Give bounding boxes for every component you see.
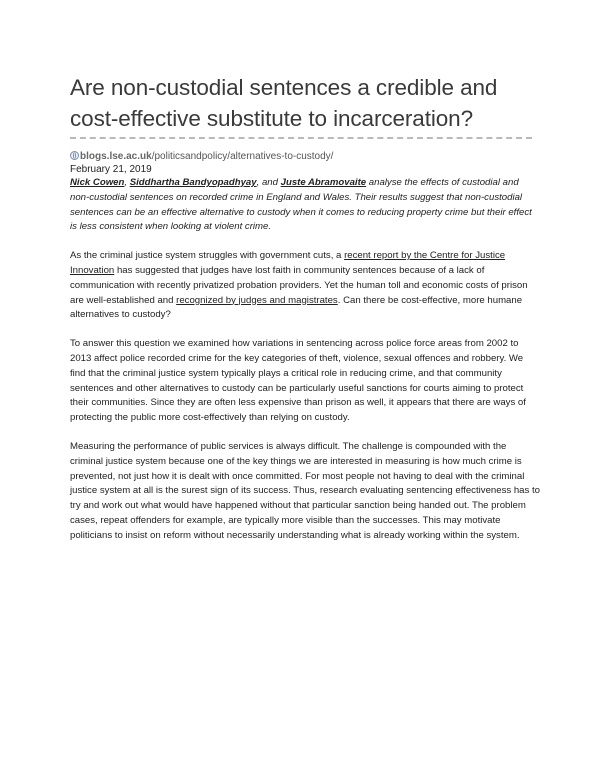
article-title: Are non-custodial sentences a credible and cost-effective substitute to incarceration? (70, 75, 498, 131)
publish-date: February 21, 2019 (70, 164, 152, 175)
paragraph-1-text-c: . Can there be cost-effective, more humane alternatives to custody? (70, 294, 523, 321)
source-line (70, 150, 540, 163)
article-intro (70, 176, 540, 235)
report-link[interactable]: recent report by the Centre for Justice Innovation (70, 250, 506, 276)
paragraph-1-text-b: has suggested that judges have lost faith in community sentences because of a lack of communication with recently privatized probation providers. Yet the human toll and economic costs of prison are well-established and (70, 264, 528, 306)
title-divider (70, 137, 532, 139)
author-link-3[interactable]: Juste Abramovaite (280, 177, 367, 188)
paragraph-3: Measuring the performance of public services is always difficult. The challenge is compounded with the criminal justice system because one of the key things we are interested in measuring is how much crime is prevented, not just how it is dealt with once committed. For most people not having to deal with the criminal justice system at all is the surest sign of its success. Thus, research evaluating sentencing effectiveness has to try and work out what would have happened without that particular sanction being handed out. The problem cases, repeat offenders for example, are typically more visible than the successes. This may motivate politicians to insist on reform without necessarily understanding what is already working within the system. (70, 440, 540, 541)
source-path[interactable]: /politicsandpolicy/alternatives-to-custody/ (151, 151, 334, 162)
article-page (70, 72, 540, 544)
judges-magistrates-link[interactable]: recognized by judges and magistrates (176, 294, 338, 306)
source-domain[interactable]: blogs.lse.ac.uk (80, 151, 152, 162)
paragraph-1 (70, 249, 540, 323)
paragraph-2: To answer this question we examined how variations in sentencing across police force areas from 2002 to 2013 affect police recorded crime for the key categories of theft, violence, sexual offences and robbery. We find that the criminal justice system typically plays a critical role in reducing crime, and that community sentences and other alternatives to custody can be particularly useful sanctions for courts aiming to protect their communities. Since they are often less expensive than prison as well, it appears that there are ways of protecting the public more cost-effectively than relying on custody. (70, 338, 526, 424)
intro-separator-2: , and (256, 177, 281, 188)
author-link-2[interactable]: Siddhartha Bandyopadhyay (129, 177, 257, 188)
globe-icon (70, 151, 79, 160)
intro-separator-1: , (124, 177, 130, 188)
intro-text: analyse the effects of custodial and non-custodial sentences on recorded crime in England and Wales. Their results suggest that non-custodial sentences can be an effective alternative to custody when it comes to reducing property crime but their effect is less consistent when looking at violent crime. (70, 177, 532, 233)
paragraph-1-text-a: As the criminal justice system struggles with government cuts, a (70, 250, 345, 262)
author-link-1[interactable]: Nick Cowen (70, 177, 125, 188)
